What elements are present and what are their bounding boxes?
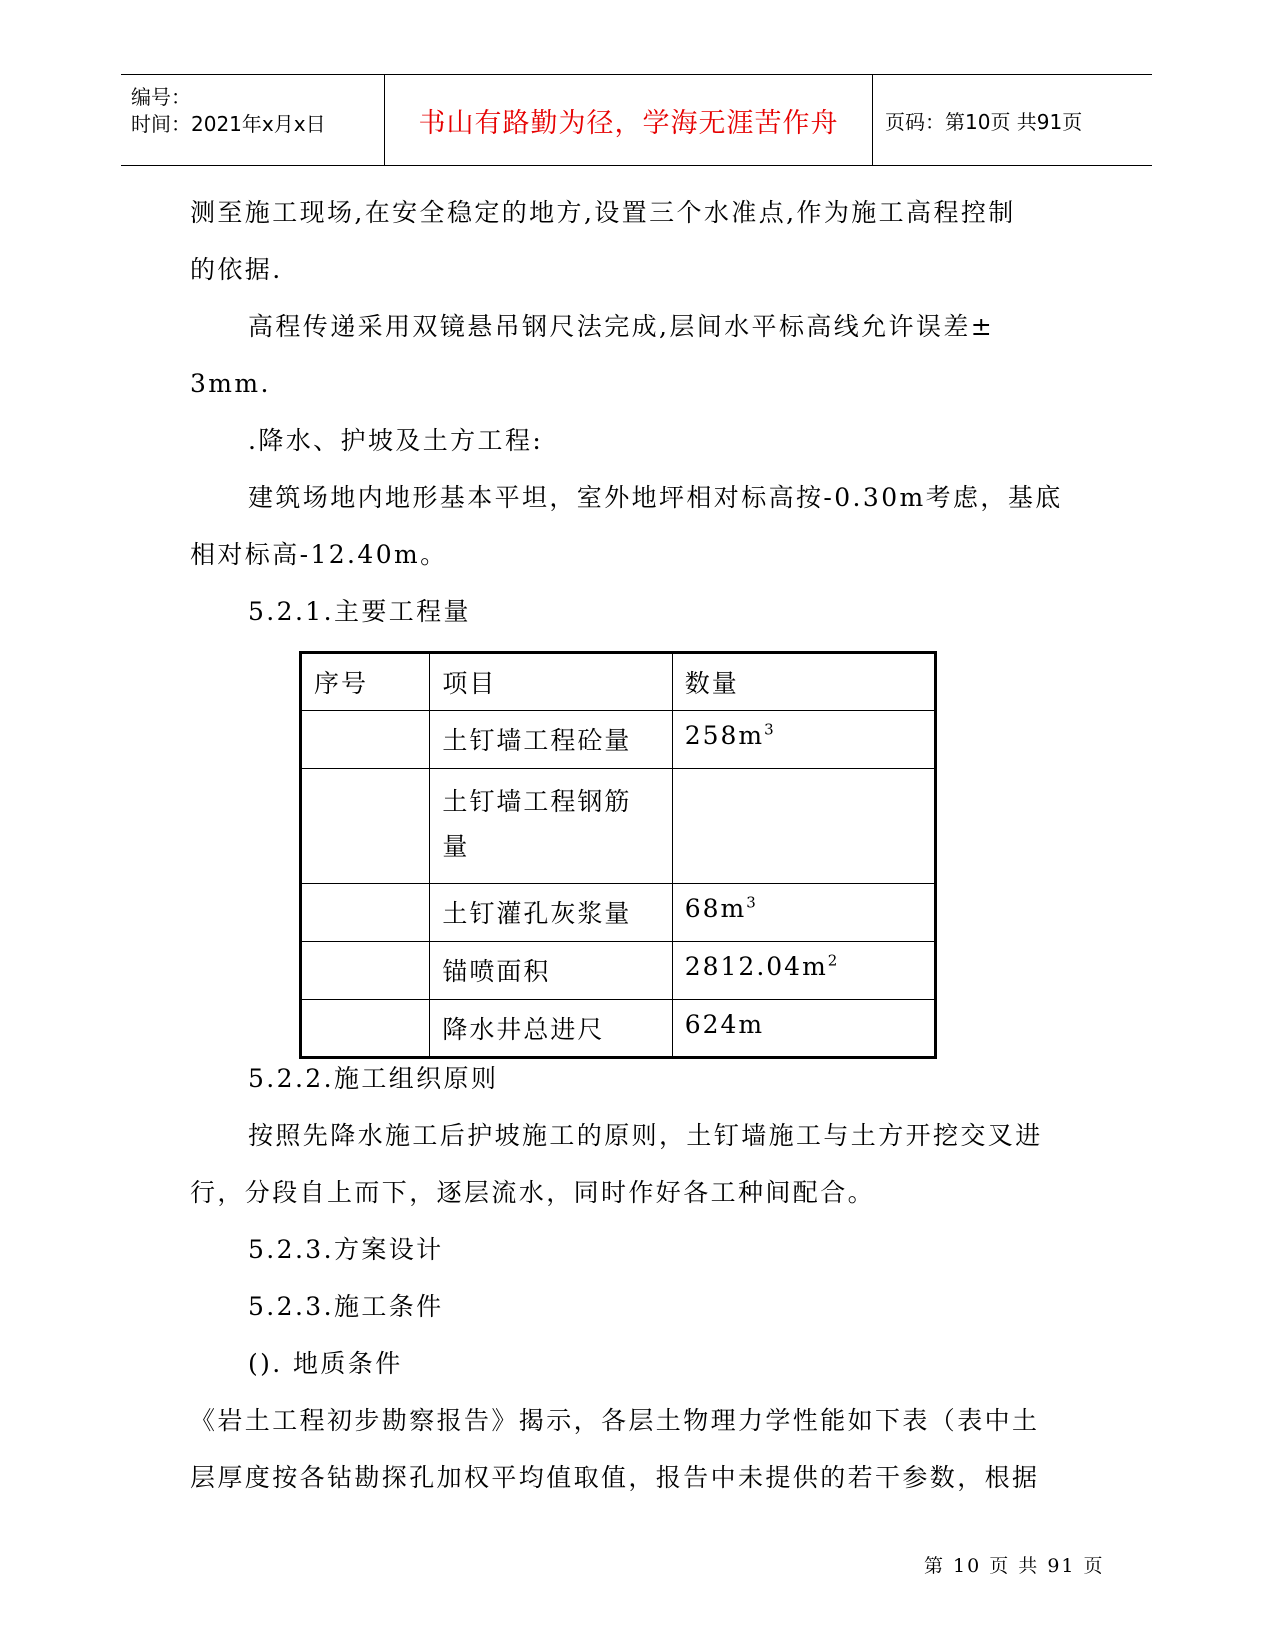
table-cell-no [301, 942, 430, 1000]
table-cell-qty: 624m [672, 1000, 935, 1058]
code-label: 编号： [131, 85, 191, 109]
table-header-cell: 序号 [301, 653, 430, 711]
table-cell-item: 土钉墙工程砼量 [430, 711, 672, 769]
page-header [121, 74, 1152, 166]
section-heading: 5.2.1.主要工程量 [248, 597, 471, 626]
table-cell-qty [672, 769, 935, 884]
table-cell-no [301, 1000, 430, 1058]
header-meta-cell [121, 75, 385, 165]
table-header-cell: 数量 [672, 653, 935, 711]
table-cell-no [301, 884, 430, 942]
sub-heading: (). 地质条件 [248, 1349, 403, 1378]
table-cell-qty: $258m^3$ [672, 711, 935, 769]
table-row [301, 769, 936, 884]
table-row [301, 942, 936, 1000]
table-row [301, 711, 936, 769]
table-row [301, 884, 936, 942]
table-cell-item: 土钉墙工程钢筋 量 [430, 769, 672, 884]
unit-exponent: 2 [827, 951, 840, 970]
body-line: 层厚度按各钻勘探孔加权平均值取值，报告中未提供的若干参数，根据 [190, 1463, 1040, 1492]
table-header-row [301, 653, 936, 711]
header-motto: 书山有路勤为径，学海无涯苦作舟 [385, 75, 873, 165]
body-line: 行，分段自上而下，逐层流水，同时作好各工种间配合。 [190, 1178, 876, 1207]
header-page-info: 页码：第10页 共91页 [885, 109, 1083, 134]
body-line: 《岩土工程初步勘察报告》揭示，各层土物理力学性能如下表（表中土 [190, 1406, 1040, 1435]
table-cell-no [301, 711, 430, 769]
section-heading: .降水、护坡及土方工程: [248, 426, 544, 455]
table-cell-qty: $2812.04m^2$ [672, 942, 935, 1000]
section-heading: 5.2.2.施工组织原则 [248, 1064, 499, 1093]
body-line: 的依据. [190, 255, 283, 284]
table-cell-item: 土钉灌孔灰浆量 [430, 884, 672, 942]
body-line: 按照先降水施工后护坡施工的原则，土钉墙施工与土方开挖交叉进 [248, 1121, 1043, 1150]
table-cell-no [301, 769, 430, 884]
unit-exponent: 3 [764, 720, 776, 739]
section-heading: 5.2.3.施工条件 [248, 1292, 444, 1321]
quantities-table [299, 651, 937, 1059]
body-line: 高程传递采用双镜悬吊钢尺法完成,层间水平标高线允许误差± [248, 312, 995, 341]
table-cell-qty: $68m^3$ [672, 884, 935, 942]
page-footer: 第 10 页 共 91 页 [924, 1555, 1105, 1577]
section-heading: 5.2.3.方案设计 [248, 1235, 444, 1264]
table-header-cell: 项目 [430, 653, 672, 711]
body-line: 测至施工现场,在安全稳定的地方,设置三个水准点,作为施工高程控制 [190, 198, 1016, 227]
body-line: 建筑场地内地形基本平坦，室外地坪相对标高按-0.30m考虑，基底 [248, 483, 1063, 512]
unit-exponent: 3 [746, 893, 758, 912]
body-line: 相对标高-12.40m。 [190, 540, 448, 569]
table-cell-item: 降水井总进尺 [430, 1000, 672, 1058]
time-label: 时间：2021年x月x日 [131, 112, 326, 136]
body-line: 3mm. [190, 369, 271, 398]
table-row [301, 1000, 936, 1058]
table-cell-item: 锚喷面积 [430, 942, 672, 1000]
